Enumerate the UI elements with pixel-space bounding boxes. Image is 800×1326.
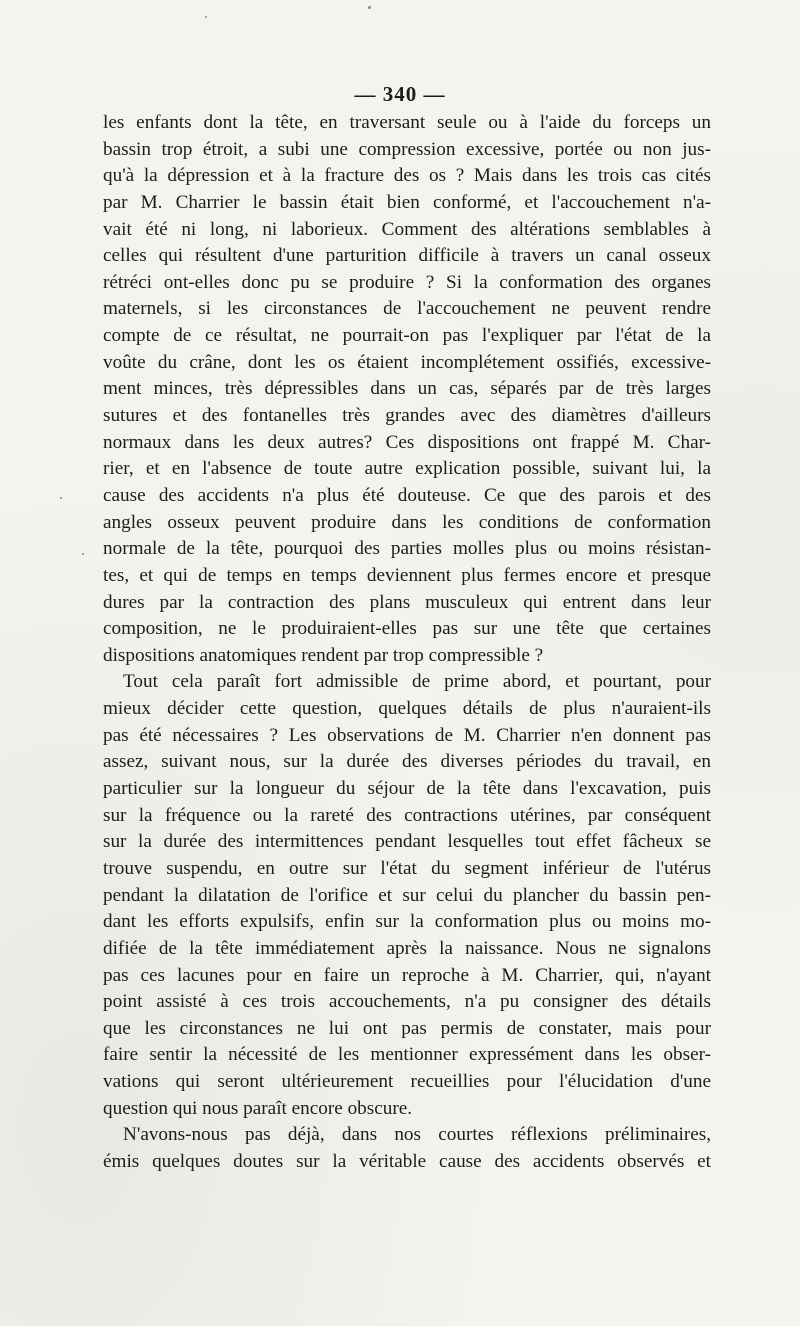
- page-number: — 340 —: [354, 82, 446, 106]
- text-line: bassin trop étroit, a subi une compression excessive, portée ou non jus-: [103, 138, 711, 160]
- text-line: émis quelques doutes sur la véritable cause des accidents observés et: [103, 1150, 711, 1172]
- text-line: faire sentir la nécessité de les mentionner expressément dans les obser-: [103, 1044, 711, 1066]
- text-line: mieux décider cette question, quelques détails de plus n'auraient-ils: [103, 698, 711, 720]
- paper-speck: [368, 6, 371, 9]
- text-line: trouve suspendu, en outre sur l'état du segment inférieur de l'utérus: [103, 857, 711, 879]
- text-line: maternels, si les circonstances de l'accouchement ne peuvent rendre: [103, 298, 711, 320]
- text-line: rétréci ont-elles donc pu se produire ? Si la conformation des organes: [103, 271, 711, 293]
- text-line: dispositions anatomiques rendent par trop compressible ?: [103, 644, 544, 666]
- text-line: point assisté à ces trois accouchements, n'a pu consigner des détails: [103, 991, 711, 1013]
- text-line: sur la fréquence ou la rareté des contractions utérines, par conséquent: [103, 804, 711, 826]
- text-line: cause des accidents n'a plus été douteuse. Ce que des parois et des: [103, 484, 711, 506]
- text-line: normaux dans les deux autres? Ces dispositions ont frappé M. Char-: [103, 431, 711, 453]
- paragraph-start-line: N'avons-nous pas déjà, dans nos courtes réflexions préliminaires,: [123, 1124, 711, 1146]
- paper-speck: [205, 16, 207, 18]
- text-line: pas été nécessaires ? Les observations de M. Charrier n'en donnent pas: [103, 724, 711, 746]
- text-line: ment minces, très dépressibles dans un cas, séparés par de très larges: [103, 378, 711, 400]
- text-line: par M. Charrier le bassin était bien conformé, et l'accouchement n'a-: [103, 191, 711, 213]
- text-line: question qui nous paraît encore obscure.: [103, 1097, 413, 1119]
- text-line: vait été ni long, ni laborieux. Comment des altérations semblables à: [103, 218, 711, 240]
- text-line: pendant la dilatation de l'orifice et sur celui du plancher du bassin pen-: [103, 884, 711, 906]
- text-line: normale de la tête, pourquoi des parties molles plus ou moins résistan-: [103, 538, 711, 560]
- text-line: les enfants dont la tête, en traversant seule ou à l'aide du forceps un: [103, 112, 711, 133]
- text-line: composition, ne le produiraient-elles pas sur une tête que certaines: [103, 618, 711, 640]
- text-line: rier, et en l'absence de toute autre explication possible, suivant lui, la: [103, 458, 711, 480]
- text-line: difiée de la tête immédiatement après la naissance. Nous ne signalons: [103, 937, 711, 959]
- text-line: qu'à la dépression et à la fracture des os ? Mais dans les trois cas cités: [103, 165, 711, 187]
- text-line: tes, et qui de temps en temps deviennent plus fermes encore et presque: [103, 564, 711, 586]
- text-line: dant les efforts expulsifs, enfin sur la conformation plus ou moins mo-: [103, 911, 711, 933]
- paper-speck: [82, 553, 84, 555]
- text-line: assez, suivant nous, sur la durée des diverses périodes du travail, en: [103, 751, 711, 773]
- paragraph-start-line: Tout cela paraît fort admissible de prime abord, et pourtant, pour: [123, 671, 711, 693]
- paper-speck: [60, 497, 62, 499]
- text-line: angles osseux peuvent produire dans les conditions de conformation: [103, 511, 711, 533]
- text-line: compte de ce résultat, ne pourrait-on pas l'expliquer par l'état de la: [103, 325, 711, 347]
- text-line: pas ces lacunes pour en faire un reproche à M. Charrier, qui, n'ayant: [103, 964, 711, 986]
- text-line: voûte du crâne, dont les os étaient incomplétement ossifiés, excessive-: [103, 351, 711, 373]
- body-text: [103, 110, 711, 1176]
- text-line: que les circonstances ne lui ont pas permis de constater, mais pour: [103, 1017, 711, 1039]
- text-line: celles qui résultent d'une parturition difficile à travers un canal osseux: [103, 245, 711, 267]
- text-line: particulier sur la longueur du séjour de la tête dans l'excavation, puis: [103, 778, 711, 800]
- text-line: dures par la contraction des plans musculeux qui entrent dans leur: [103, 591, 711, 613]
- text-line: vations qui seront ultérieurement recueillies pour l'élucidation d'une: [103, 1071, 711, 1093]
- text-line: sutures et des fontanelles très grandes avec des diamètres d'ailleurs: [103, 405, 711, 427]
- text-line: sur la durée des intermittences pendant lesquelles tout effet fâcheux se: [103, 831, 711, 853]
